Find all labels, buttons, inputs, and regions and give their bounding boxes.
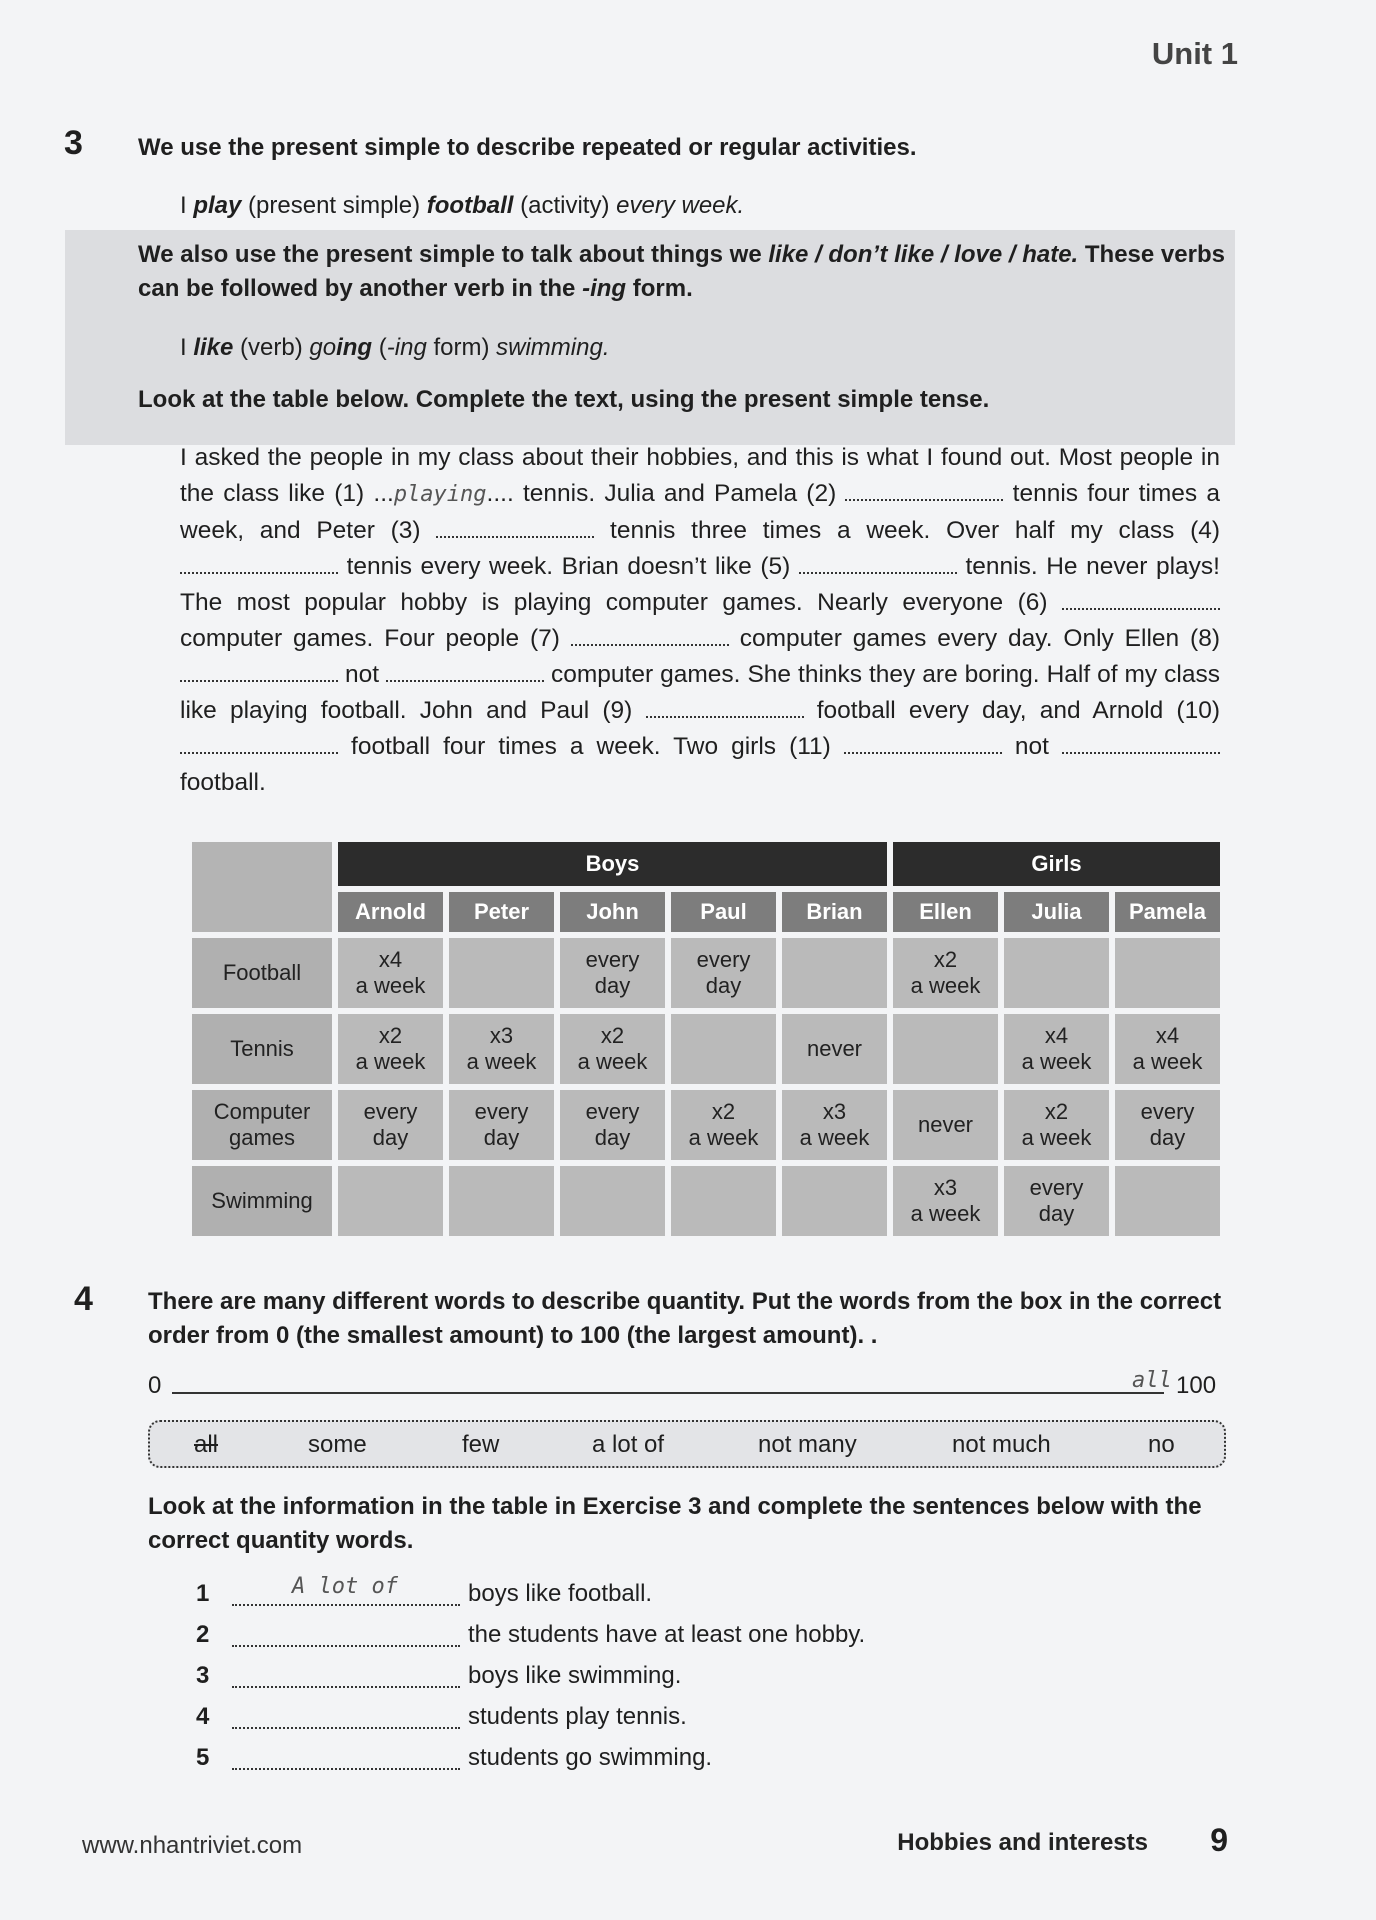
- gap-9[interactable]: [646, 696, 804, 718]
- word-option-not-many[interactable]: not many: [758, 1431, 857, 1458]
- sentence-text: students go swimming.: [468, 1744, 713, 1771]
- table-cell: [560, 1166, 665, 1236]
- sentence-text: boys like swimming.: [468, 1662, 682, 1689]
- intro2-text-a: We also use the present simple to talk about things we: [138, 241, 769, 268]
- gap-3[interactable]: [436, 516, 594, 538]
- exercise-3-intro: We use the present simple to describe repeated or regular activities.: [138, 134, 917, 161]
- table-cell: [1115, 938, 1220, 1008]
- table-cell: never: [782, 1014, 887, 1084]
- table-cell: x3 a week: [449, 1014, 554, 1084]
- gap-11a[interactable]: [844, 732, 1002, 754]
- column-header-john: John: [560, 892, 665, 932]
- table-row: [192, 1166, 1220, 1236]
- example-activity-note: (activity): [520, 192, 610, 219]
- table-cell: [893, 1014, 998, 1084]
- table-cell: x2 a week: [338, 1014, 443, 1084]
- table-cell: [782, 1166, 887, 1236]
- column-header-brian: Brian: [782, 892, 887, 932]
- table-corner: [192, 842, 332, 932]
- example2-go: go: [309, 334, 337, 361]
- footer-title: Hobbies and interests: [897, 1829, 1148, 1856]
- table-cell: [449, 1166, 554, 1236]
- table-cell: x2 a week: [560, 1014, 665, 1084]
- sentence-number: 4: [196, 1703, 210, 1730]
- sentence-text: boys like football.: [468, 1580, 653, 1607]
- gap-7[interactable]: [571, 624, 729, 646]
- table-cell: x2 a week: [893, 938, 998, 1008]
- table-cell: x4 a week: [1004, 1014, 1109, 1084]
- sentence-blank[interactable]: [232, 1574, 460, 1606]
- gap-10[interactable]: [180, 732, 338, 754]
- sentence-text: the students have at least one hobby.: [468, 1621, 866, 1648]
- word-option-few[interactable]: few: [462, 1431, 500, 1458]
- group-header-boys: Boys: [338, 842, 887, 886]
- table-cell: every day: [671, 938, 776, 1008]
- scale-handwritten-answer: all: [1132, 1368, 1172, 1393]
- gap-fill-passage: I asked the people in my class about their hobbies, and this is what I found out. Most people in the class like (1) ...playing.... tennis. Julia and Pamela (2) tennis four times a week, and Peter (3) tennis three times a week. Over half my class (4) tennis every week. Brian doesn’t like (5) tennis. He never plays! The most popular hobby is playing computer games. Nearly everyone (6) computer games. Four people (7) computer games every day. Only Ellen (8) not computer games. She thinks they are boring. Half of my class like playing football. John and Paul (9) football every day, and Arnold (10) football four times a week. Two girls (11) not football.: [180, 444, 1221, 796]
- unit-label: Unit 1: [1151, 36, 1238, 71]
- word-option-no[interactable]: no: [1148, 1431, 1175, 1458]
- sentence-number: 5: [196, 1744, 210, 1771]
- table-cell: every day: [338, 1090, 443, 1160]
- scale-line: [172, 1392, 1164, 1394]
- word-option-some[interactable]: some: [308, 1431, 367, 1458]
- column-header-paul: Paul: [671, 892, 776, 932]
- table-cell: [338, 1166, 443, 1236]
- exercise-4-task: Look at the information in the table in Exercise 3 and complete the sentences below with the correct quantity words.: [148, 1493, 1202, 1554]
- column-header-arnold: Arnold: [338, 892, 443, 932]
- word-option-all[interactable]: all: [194, 1431, 219, 1458]
- column-header-pamela: Pamela: [1115, 892, 1220, 932]
- table-cell: [671, 1014, 776, 1084]
- sentence-blank[interactable]: [232, 1662, 460, 1688]
- gap-4[interactable]: [180, 552, 338, 574]
- word-box: [148, 1420, 1226, 1468]
- table-row: [192, 1090, 1220, 1160]
- table-cell: x4 a week: [338, 938, 443, 1008]
- table-cell: x2 a week: [671, 1090, 776, 1160]
- table-cell: [782, 938, 887, 1008]
- scale-min: 0: [148, 1372, 162, 1399]
- exercise-3-number: 3: [64, 124, 83, 162]
- intro2-text-c: form.: [626, 275, 693, 302]
- column-header-julia: Julia: [1004, 892, 1109, 932]
- word-option-not-much[interactable]: not much: [952, 1431, 1051, 1458]
- intro2-text-b: These verbs can be followed by another verb in the: [138, 241, 1225, 302]
- table-row: [192, 938, 1220, 1008]
- gap-6[interactable]: [1062, 588, 1220, 610]
- intro2-ing: -ing: [582, 275, 627, 302]
- example2-verb-note: (verb): [240, 334, 303, 361]
- word-option-a-lot-of[interactable]: a lot of: [592, 1431, 665, 1458]
- example-verb-note: (present simple): [248, 192, 421, 219]
- row-header-activity: Swimming: [192, 1166, 332, 1236]
- exercise-4-number: 4: [74, 1280, 93, 1318]
- example2-ing: ing: [336, 334, 373, 361]
- row-header-activity: Computer games: [192, 1090, 332, 1160]
- example-activity: football: [426, 192, 514, 219]
- example-verb: play: [193, 192, 242, 219]
- gap-5[interactable]: [799, 552, 957, 574]
- example-sentence-2: I like (verb) going (-ing form) swimming.: [180, 334, 610, 361]
- table-row: [192, 1014, 1220, 1084]
- sentence-blank[interactable]: [232, 1703, 460, 1729]
- column-header-ellen: Ellen: [893, 892, 998, 932]
- example2-tail: swimming.: [496, 334, 610, 361]
- intro2-verbs: like / don’t like / love / hate.: [768, 241, 1079, 268]
- table-cell: [1115, 1166, 1220, 1236]
- table-cell: every day: [560, 938, 665, 1008]
- exercise-4-intro: There are many different words to describe quantity. Put the words from the box in the correct order from 0 (the smallest amount) to 100 (the largest amount). .: [148, 1288, 1222, 1349]
- table-cell: [449, 938, 554, 1008]
- row-header-activity: Football: [192, 938, 332, 1008]
- example2-verb: like: [193, 334, 234, 361]
- scale-max: 100: [1176, 1372, 1217, 1399]
- sentence-number: 1: [196, 1580, 210, 1607]
- table-cell: [671, 1166, 776, 1236]
- table-cell: every day: [449, 1090, 554, 1160]
- sentence-number: 3: [196, 1662, 210, 1689]
- table-cell: never: [893, 1090, 998, 1160]
- gap-8b[interactable]: [386, 660, 544, 682]
- sentence-handwritten-answer: A lot of: [292, 1574, 398, 1599]
- example2-ing-note: (-ing form): [378, 334, 490, 361]
- sentence-number: 2: [196, 1621, 210, 1648]
- exercise-3-task: Look at the table below. Complete the text, using the present simple tense.: [138, 386, 990, 413]
- gap-11b[interactable]: [1062, 732, 1220, 754]
- table-cell: every day: [560, 1090, 665, 1160]
- hobbies-table: [186, 836, 1226, 1242]
- sentence-blank[interactable]: [232, 1621, 460, 1647]
- table-cell: x2 a week: [1004, 1090, 1109, 1160]
- sentence-text: students play tennis.: [468, 1703, 687, 1730]
- group-header-girls: Girls: [893, 842, 1220, 886]
- table-cell: [1004, 938, 1109, 1008]
- table-cell: every day: [1115, 1090, 1220, 1160]
- gap-8a[interactable]: [180, 660, 338, 682]
- column-header-peter: Peter: [449, 892, 554, 932]
- handwritten-answer-1: playing: [393, 482, 487, 507]
- table-cell: x3 a week: [893, 1166, 998, 1236]
- table-cell: x4 a week: [1115, 1014, 1220, 1084]
- table-cell: x3 a week: [782, 1090, 887, 1160]
- sentence-blank[interactable]: [232, 1744, 460, 1770]
- row-header-activity: Tennis: [192, 1014, 332, 1084]
- gap-2[interactable]: [845, 479, 1003, 501]
- example-sentence-1: I play (present simple) football (activity) every week.: [180, 192, 745, 219]
- exercise-3-intro-2: [138, 238, 1228, 306]
- table-cell: every day: [1004, 1166, 1109, 1236]
- example-tail: every week.: [616, 192, 745, 219]
- footer-website: www.nhantriviet.com: [82, 1832, 303, 1859]
- page-number: 9: [1210, 1822, 1228, 1858]
